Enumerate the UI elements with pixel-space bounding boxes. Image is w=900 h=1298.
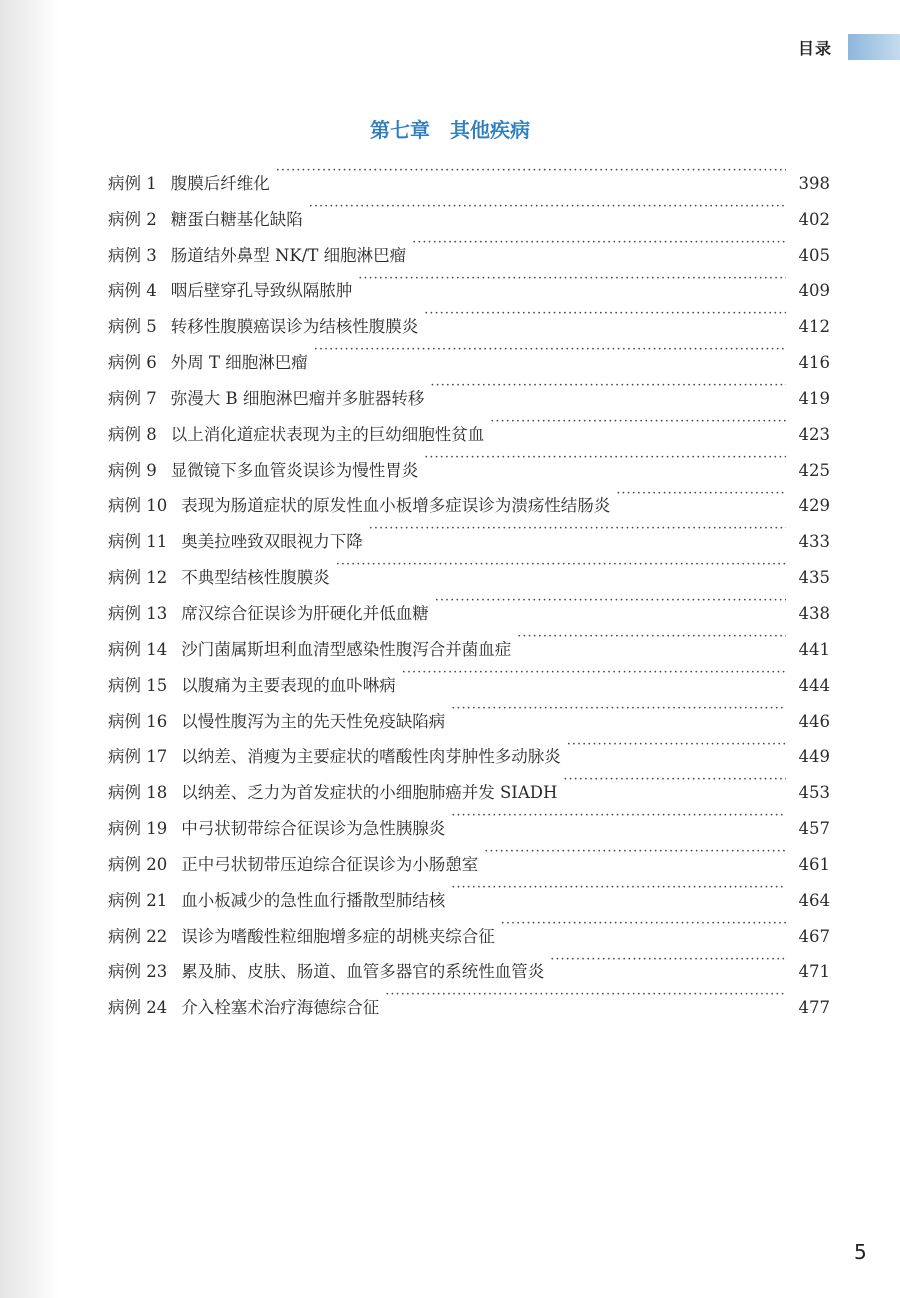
case-title: 以慢性腹泻为主的先天性免疫缺陷病 [181,711,446,731]
case-title: 糖蛋白糖基化缺陷 [170,209,303,229]
dot-leader [369,511,786,547]
case-title: 弥漫大 B 细胞淋巴瘤并多脏器转移 [170,388,425,408]
case-title: 累及肺、皮肤、肠道、血管多器官的系统性血管炎 [181,962,545,982]
page-reference: 444 [798,675,830,695]
case-number: 病例 1 [108,173,157,193]
case-number: 病例 12 [108,568,168,588]
page-reference: 461 [798,854,830,874]
case-number: 病例 18 [108,783,168,803]
case-title: 误诊为嗜酸性粒细胞增多症的胡桃夹综合征 [181,926,495,946]
page-reference: 398 [798,173,830,193]
case-title: 介入栓塞术治疗海德综合征 [181,998,380,1018]
case-number: 病例 23 [108,962,168,982]
page-reference: 464 [798,890,830,910]
case-title: 以上消化道症状表现为主的巨幼细胞性贫血 [170,424,485,444]
case-number: 病例 15 [108,675,168,695]
chapter-title: 第七章 其他疾病 [370,118,530,142]
dot-leader [490,404,786,440]
page-reference: 405 [798,245,830,265]
case-title: 肠道结外鼻型 NK/T 细胞淋巴瘤 [170,245,407,265]
case-title: 以纳差、消瘦为主要症状的嗜酸性肉芽肿性多动脉炎 [181,747,561,767]
page-reference: 425 [798,460,830,480]
case-number: 病例 5 [108,317,157,337]
dot-leader [412,225,786,261]
page-reference: 423 [798,424,830,444]
case-number: 病例 11 [108,532,168,552]
page-reference: 419 [798,388,830,408]
case-number: 病例 17 [108,747,168,767]
dot-leader [451,691,786,727]
case-title: 外周 T 细胞淋巴瘤 [170,353,308,373]
dot-leader [402,655,786,691]
case-number: 病例 24 [108,998,168,1018]
dot-leader [616,476,786,512]
case-title: 腹膜后纤维化 [170,173,270,193]
page-reference: 412 [798,317,830,337]
case-number: 病例 14 [108,639,168,659]
case-number: 病例 7 [108,388,157,408]
case-title: 席汉综合征误诊为肝硬化并低血糖 [181,603,429,623]
page-reference: 453 [798,783,830,803]
case-title: 咽后壁穿孔导致纵隔脓肿 [170,281,353,301]
page-reference: 416 [798,353,830,373]
case-title: 表现为肠道症状的原发性血小板增多症误诊为溃疡性结肠炎 [181,496,611,516]
dot-leader [336,547,786,583]
case-title: 中弓状韧带综合征误诊为急性胰腺炎 [181,819,446,839]
page-reference: 446 [798,711,830,731]
dot-leader [424,296,786,332]
case-number: 病例 20 [108,854,168,874]
case-number: 病例 16 [108,711,168,731]
case-number: 病例 3 [108,245,157,265]
page-reference: 433 [798,532,830,552]
dot-leader [451,870,786,906]
case-title: 沙门菌属斯坦利血清型感染性腹泻合并菌血症 [181,639,512,659]
case-number: 病例 6 [108,353,157,373]
dot-leader [563,762,786,798]
page-reference: 471 [798,962,830,982]
dot-leader [358,261,786,297]
dot-leader [314,332,786,368]
page-reference: 477 [798,998,830,1018]
case-title: 以纳差、乏力为首发症状的小细胞肺癌并发 SIADH [181,783,558,803]
page-reference: 429 [798,496,830,516]
dot-leader [424,440,786,476]
page-reference: 402 [798,209,830,229]
dot-leader [385,977,786,1013]
section-label: 目录 [798,39,833,58]
dot-leader [435,583,786,619]
case-number: 病例 9 [108,460,157,480]
case-number: 病例 4 [108,281,157,301]
dot-leader [501,906,786,942]
dot-leader [451,798,786,834]
case-number: 病例 10 [108,496,168,516]
case-title: 正中弓状韧带压迫综合征误诊为小肠憩室 [181,854,479,874]
case-number: 病例 13 [108,603,168,623]
page-reference: 449 [798,747,830,767]
dot-leader [276,153,786,189]
dot-leader [309,189,786,225]
page-reference: 435 [798,568,830,588]
case-title: 奥美拉唑致双眼视力下降 [181,532,363,552]
case-title: 以腹痛为主要表现的血卟啉病 [181,675,396,695]
dot-leader [517,619,786,655]
case-number: 病例 8 [108,424,157,444]
table-of-contents [108,153,830,1018]
case-number: 病例 21 [108,890,168,910]
case-number: 病例 2 [108,209,157,229]
page-reference: 438 [798,603,830,623]
page-number: 5 [854,1240,867,1264]
page-reference: 441 [798,639,830,659]
scan-shadow [0,0,60,1298]
page-reference: 409 [798,281,830,301]
dot-leader [567,727,786,763]
case-title: 显微镜下多血管炎误诊为慢性胃炎 [170,460,419,480]
header-accent-bar [848,34,900,60]
case-number: 病例 19 [108,819,168,839]
case-title: 不典型结核性腹膜炎 [181,568,330,588]
case-title: 血小板减少的急性血行播散型肺结核 [181,890,446,910]
case-number: 病例 22 [108,926,168,946]
toc-entry[interactable] [108,153,830,193]
dot-leader [550,942,786,978]
page-reference: 457 [798,819,830,839]
dot-leader [484,834,786,870]
page-reference: 467 [798,926,830,946]
case-title: 转移性腹膜癌误诊为结核性腹膜炎 [170,317,419,337]
dot-leader [430,368,786,404]
